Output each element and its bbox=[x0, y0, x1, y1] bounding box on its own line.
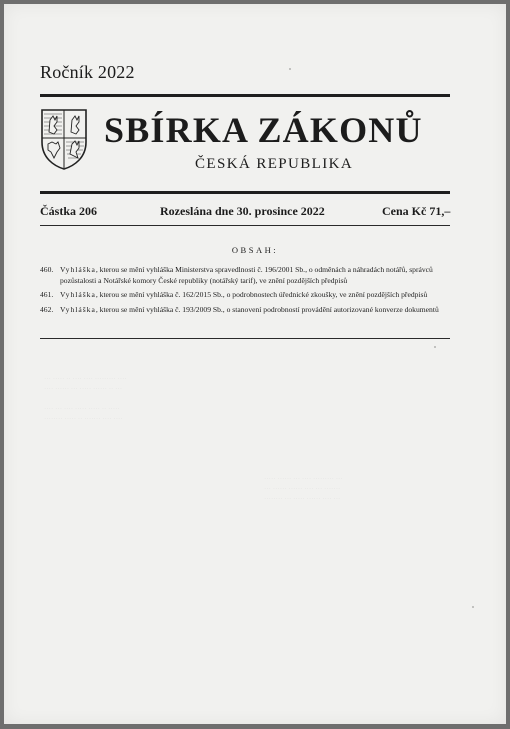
paper-speck bbox=[434, 346, 436, 348]
contents-bottom-rule bbox=[40, 338, 450, 339]
entry-type: Vyhláška bbox=[60, 290, 96, 300]
entry-number: 460. bbox=[40, 265, 54, 274]
issue-number: Částka 206 bbox=[40, 204, 98, 218]
paper-speck bbox=[472, 606, 474, 608]
issue-price: Cena Kč 71,– bbox=[382, 204, 451, 218]
czech-coat-of-arms-icon bbox=[40, 108, 88, 170]
contents-entry bbox=[40, 290, 452, 301]
entry-description: , kterou se mění vyhláška č. 162/2015 Sb., o podrobnostech úřednické zkoušky, ve znění pozdějších předpisů bbox=[95, 290, 428, 300]
info-rule bbox=[40, 225, 450, 226]
entry-description: , kterou se mění vyhláška č. 193/2009 Sb., o stanovení podrobností provádění autorizované konverze dokumentů bbox=[95, 304, 439, 314]
header-bottom-rule bbox=[40, 191, 450, 194]
contents-entry bbox=[40, 305, 452, 316]
header-top-rule bbox=[40, 94, 450, 97]
distribution-date: Rozeslána dne 30. prosince 2022 bbox=[160, 204, 325, 218]
paper-speck bbox=[289, 68, 291, 70]
entry-text bbox=[60, 305, 452, 316]
entry-type: Vyhláška bbox=[60, 304, 96, 314]
entry-number: 461. bbox=[40, 290, 54, 300]
volume-label: Ročník 2022 bbox=[40, 62, 135, 82]
journal-title: SBÍRKA ZÁKONŮ bbox=[104, 110, 423, 150]
entry-type: Vyhláška bbox=[60, 265, 96, 274]
document-page bbox=[4, 4, 506, 724]
journal-subtitle: ČESKÁ REPUBLIKA bbox=[195, 156, 354, 172]
show-through-text: ····· ······ ··· ···· ········· ··· ··· ······ ······ ···· ··· ······· ········ ··· ····· ······ ···· ··· bbox=[264, 475, 343, 503]
entry-text bbox=[60, 290, 452, 301]
entry-number: 462. bbox=[40, 304, 54, 314]
entry-text bbox=[60, 265, 452, 286]
contents-entry bbox=[40, 265, 452, 286]
contents-list bbox=[40, 265, 452, 319]
show-through-text: ··· ····· ·· ···· ···· ········· ···· ···· ······ ··· ····· ······ ·· ··· ···· ··· ···· ····· ····· ·· ····· ········ ····· ·· ······· ···· ···· bbox=[44, 375, 127, 423]
entry-description: , kterou se mění vyhláška Ministerstva spravedlnosti č. 196/2001 Sb., o odměnách a náhradách notářů, správců pozůstalosti a Notářské komory České republiky (notářský tarif), ve znění pozdějších předpisů bbox=[60, 265, 433, 285]
contents-heading: OBSAH: bbox=[231, 245, 279, 255]
